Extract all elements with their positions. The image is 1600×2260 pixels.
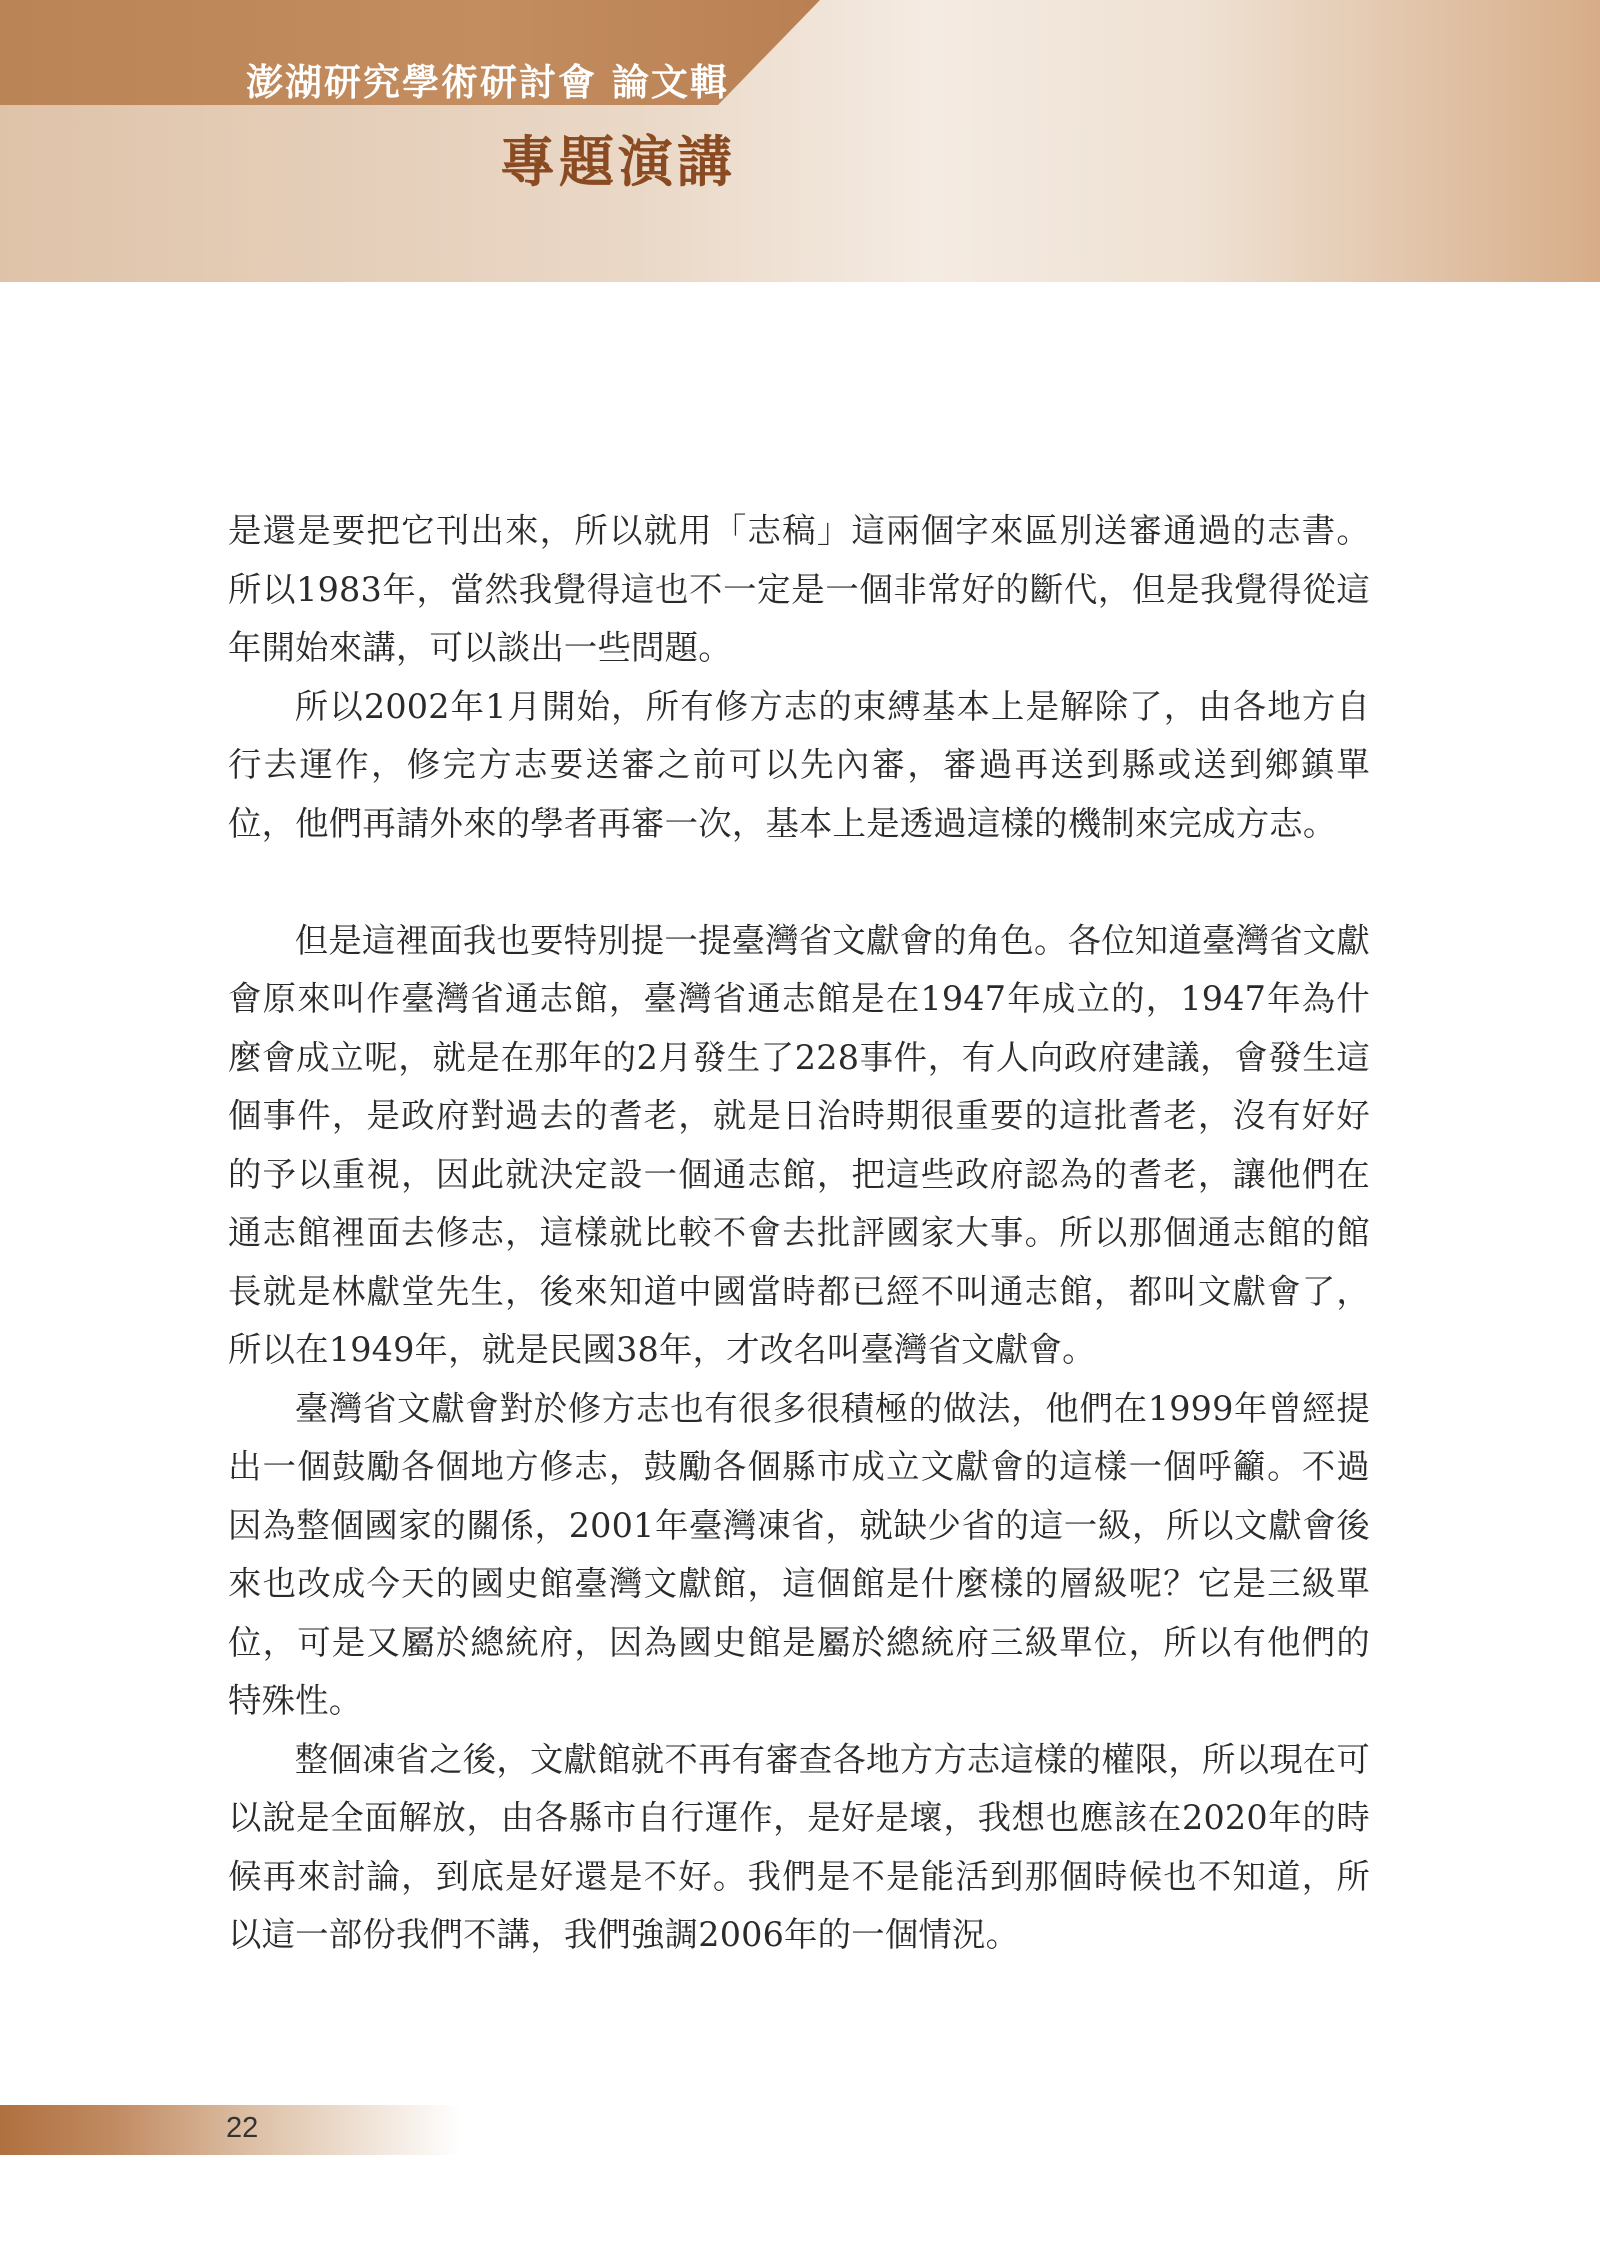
section-title: 專題演講	[500, 129, 737, 194]
paragraph: 整個凍省之後，文獻館就不再有審查各地方方志這樣的權限，所以現在可以說是全面解放，由各縣市自行運作，是好是壞，我想也應該在2020年的時候再來討論，到底是好還是不好。我們是不是能活到那個時候也不知道，所以這一部份我們不講，我們強調2006年的一個情況。	[228, 1739, 1370, 1954]
paragraph: 是還是要把它刊出來，所以就用「志稿」這兩個字來區別送審通過的志書。所以1983年，當然我覺得這也不一定是一個非常好的斷代，但是我覺得從這年開始來講，可以談出一些問題。	[228, 511, 1370, 667]
page-number: 22	[226, 2112, 259, 2144]
paragraph: 但是這裡面我也要特別提一提臺灣省文獻會的角色。各位知道臺灣省文獻會原來叫作臺灣省通志館，臺灣省通志館是在1947年成立的，1947年為什麼會成立呢，就是在那年的2月發生了228事件，有人向政府建議，會發生這個事件，是政府對過去的耆老，就是日治時期很重要的這批耆老，沒有好好的予以重視，因此就決定設一個通志館，把這些政府認為的耆老，讓他們在通志館裡面去修志，這樣就比較不會去批評國家大事。所以那個通志館的館長就是林獻堂先生，後來知道中國當時都已經不叫通志館，都叫文獻會了，所以在1949年，就是民國38年，才改名叫臺灣省文獻會。	[228, 920, 1370, 1369]
journal-title: 澎湖研究學術研討會 論文輯	[246, 60, 729, 104]
paragraph: 臺灣省文獻會對於修方志也有很多很積極的做法，他們在1999年曾經提出一個鼓勵各個地方修志，鼓勵各個縣市成立文獻會的這樣一個呼籲。不過因為整個國家的關係，2001年臺灣凍省，就缺少省的這一級，所以文獻會後來也改成今天的國史館臺灣文獻館，這個館是什麼樣的層級呢？它是三級單位，可是又屬於總統府，因為國史館是屬於總統府三級單位，所以有他們的特殊性。	[228, 1388, 1370, 1720]
section-gap	[228, 853, 1370, 912]
body-text	[228, 502, 1370, 1965]
paragraph: 所以2002年1月開始，所有修方志的束縛基本上是解除了，由各地方自行去運作，修完方志要送審之前可以先內審，審過再送到縣或送到鄉鎮單位，他們再請外來的學者再審一次，基本上是透過這樣的機制來完成方志。	[228, 686, 1370, 843]
